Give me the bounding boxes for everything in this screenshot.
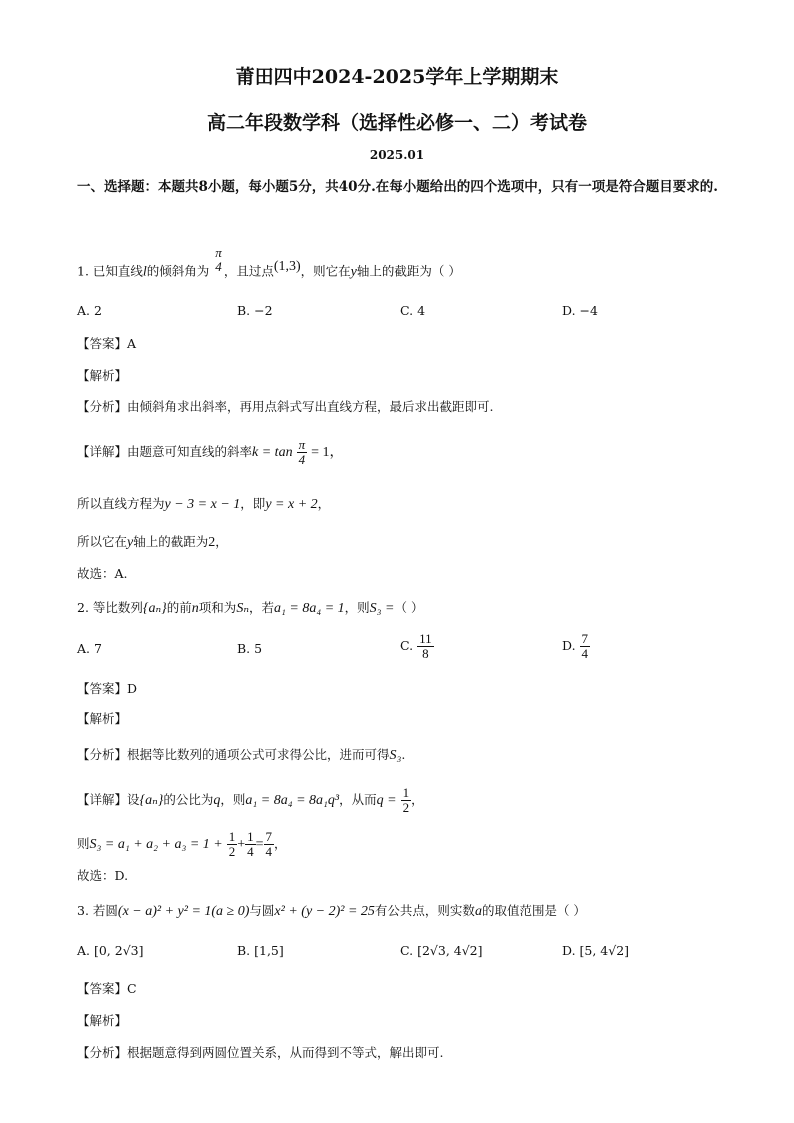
q1-detail	[77, 438, 343, 467]
q2-sum	[77, 830, 287, 859]
section-instructions: 一、选择题：本题共8小题，每小题5分，共40分.在每小题给出的四个选项中，只有一项是符合题目要求的.	[77, 179, 718, 195]
q1-line-symbol: l	[142, 264, 147, 280]
q2-sum-frac-1: $\frac{1}{2}$	[228, 829, 236, 859]
q3-option-a: A. [0, 2√3]	[77, 943, 144, 958]
q2-sequence: {aₙ}	[139, 793, 164, 808]
q1-detail-fraction: $\frac{\pi}{4}$	[298, 437, 306, 467]
q3-analysis: 【分析】根据题意得到两圆位置关系，从而得到不等式，解出即可.	[77, 1045, 444, 1060]
q2-relation: a₁ = 8a₄ = 8a₁q³	[245, 793, 340, 808]
q2-text: .	[401, 747, 406, 762]
q1-y-symbol: y	[350, 264, 357, 280]
q2-q: q	[213, 793, 221, 808]
question-2	[77, 598, 423, 617]
q3-option-d: D. [5, 4√2]	[562, 943, 630, 958]
q1-text: ，	[215, 534, 228, 549]
q2-text: ，则	[220, 792, 246, 807]
q2-text: 项和为	[198, 600, 237, 615]
q2-equals: =	[255, 837, 264, 852]
q1-eq2: y = x + 2	[265, 497, 318, 512]
q2-s3: S₃ =	[369, 601, 395, 616]
q2-text: 的前	[166, 600, 192, 615]
q1-point: (1,3)	[273, 258, 301, 274]
q1-option-d: D. −4	[562, 303, 598, 318]
q1-text: 的倾斜角为	[146, 263, 210, 279]
q2-option-c-fraction: $\frac{11}{8}$	[419, 631, 432, 661]
q3-text: 3. 若圆	[77, 903, 118, 918]
q2-sum-expr: S₃ = a₁ + a₂ + a₃ = 1 +	[89, 837, 223, 852]
exam-date: 2025.01	[369, 148, 425, 162]
q1-intercept-value: 2	[208, 535, 216, 550]
q2-text: （ ）	[394, 600, 424, 615]
q2-text: 【分析】根据等比数列的通项公式可求得公比，进而可得	[77, 747, 390, 762]
question-1	[77, 245, 461, 286]
q1-text: ，	[317, 496, 331, 511]
q3-text: 有公共点，则实数	[374, 903, 475, 918]
q2-option-d-label: D.	[562, 638, 576, 653]
q2-option-c	[400, 632, 434, 661]
q2-plus: +	[237, 837, 246, 852]
q1-eq1: y − 3 = x − 1	[164, 497, 241, 512]
q2-text: 的公比为	[163, 792, 214, 807]
q1-text: 1. 已知直线	[77, 263, 143, 279]
q1-option-a: A. 2	[77, 303, 102, 318]
q2-condition: a₁ = 8a₄ = 1	[274, 601, 345, 616]
q1-text: 所以它在	[77, 534, 128, 549]
q2-text: ，	[411, 792, 424, 807]
q1-text: 轴上的截距为	[133, 534, 209, 549]
question-3	[77, 901, 586, 920]
q2-option-b: B. 5	[237, 641, 263, 656]
q2-text: ，则	[344, 600, 370, 615]
q1-option-b: B. −2	[237, 303, 273, 318]
q1-text: ，即	[240, 496, 266, 511]
q2-sum-frac-2: $\frac{1}{4}$	[247, 829, 254, 859]
page-title-line2: 高二年段数学科（选择性必修一、二）考试卷	[206, 112, 587, 134]
q1-analysis: 【分析】由倾斜角求出斜率，再用点斜式写出直线方程，最后求出截距即可.	[77, 399, 494, 414]
q1-jiexi-label: 【解析】	[77, 368, 128, 383]
q1-intercept	[77, 532, 228, 551]
page-title-line1: 莆田四中2024-2025学年上学期期末	[235, 66, 559, 88]
q1-detail-text: 【详解】由题意可知直线的斜率	[77, 444, 253, 459]
q2-detail	[77, 786, 424, 815]
q2-text: ，从而	[339, 792, 377, 807]
q2-n: n	[191, 601, 199, 616]
q3-jiexi-label: 【解析】	[77, 1013, 128, 1028]
q1-text: 轴上的截距为（ ）	[356, 263, 461, 279]
q2-sum-frac-3: $\frac{7}{4}$	[265, 829, 273, 859]
q1-y-symbol: y	[127, 535, 134, 550]
q2-jiexi-label: 【解析】	[77, 711, 128, 726]
q1-answer: 【答案】A	[77, 336, 137, 351]
q2-text: 则	[77, 836, 90, 851]
q2-answer: 【答案】D	[77, 681, 138, 696]
q1-option-c: C. 4	[400, 303, 426, 318]
q3-option-b: B. [1,5]	[237, 943, 284, 958]
q3-answer: 【答案】C	[77, 981, 137, 996]
q2-analysis	[77, 745, 405, 764]
q2-q-eq: q =	[376, 793, 397, 808]
q2-text: ，	[274, 836, 287, 851]
q2-text: ，若	[249, 600, 275, 615]
q1-text: ，则它在	[300, 263, 351, 279]
q1-line-equation	[77, 494, 330, 513]
q1-text: ，且过点	[223, 263, 274, 279]
q1-angle-fraction: π 4	[215, 245, 222, 274]
q2-option-a: A. 7	[77, 641, 102, 656]
q3-a: a	[474, 904, 482, 919]
q3-option-c: C. [2√3, 4√2]	[400, 943, 483, 958]
q2-option-d	[562, 632, 590, 661]
q2-option-d-fraction: $\frac{7}{4}$	[581, 631, 589, 661]
q1-text: 所以直线方程为	[77, 496, 165, 511]
q2-choose: 故选：D.	[77, 868, 129, 883]
q2-s3: S₃	[389, 748, 402, 763]
q2-sn: Sₙ	[236, 601, 249, 616]
q1-choose: 故选：A.	[77, 566, 128, 581]
q3-circle-2: x² + (y − 2)² = 25	[274, 904, 375, 919]
q3-text: 的取值范围是（ ）	[481, 903, 586, 918]
q3-text: 与圆	[249, 903, 275, 918]
q2-q-fraction: $\frac{1}{2}$	[402, 785, 410, 815]
q2-text: 【详解】设	[77, 792, 140, 807]
q2-text: 2. 等比数列	[77, 600, 143, 615]
q3-circle-1: (x − a)² + y² = 1(a ≥ 0)	[117, 904, 250, 919]
q1-slope-expr: k = tan	[252, 445, 293, 460]
q2-sequence: {aₙ}	[142, 601, 167, 616]
q1-detail-end: = 1，	[311, 445, 344, 460]
q2-option-c-label: C.	[400, 638, 414, 653]
